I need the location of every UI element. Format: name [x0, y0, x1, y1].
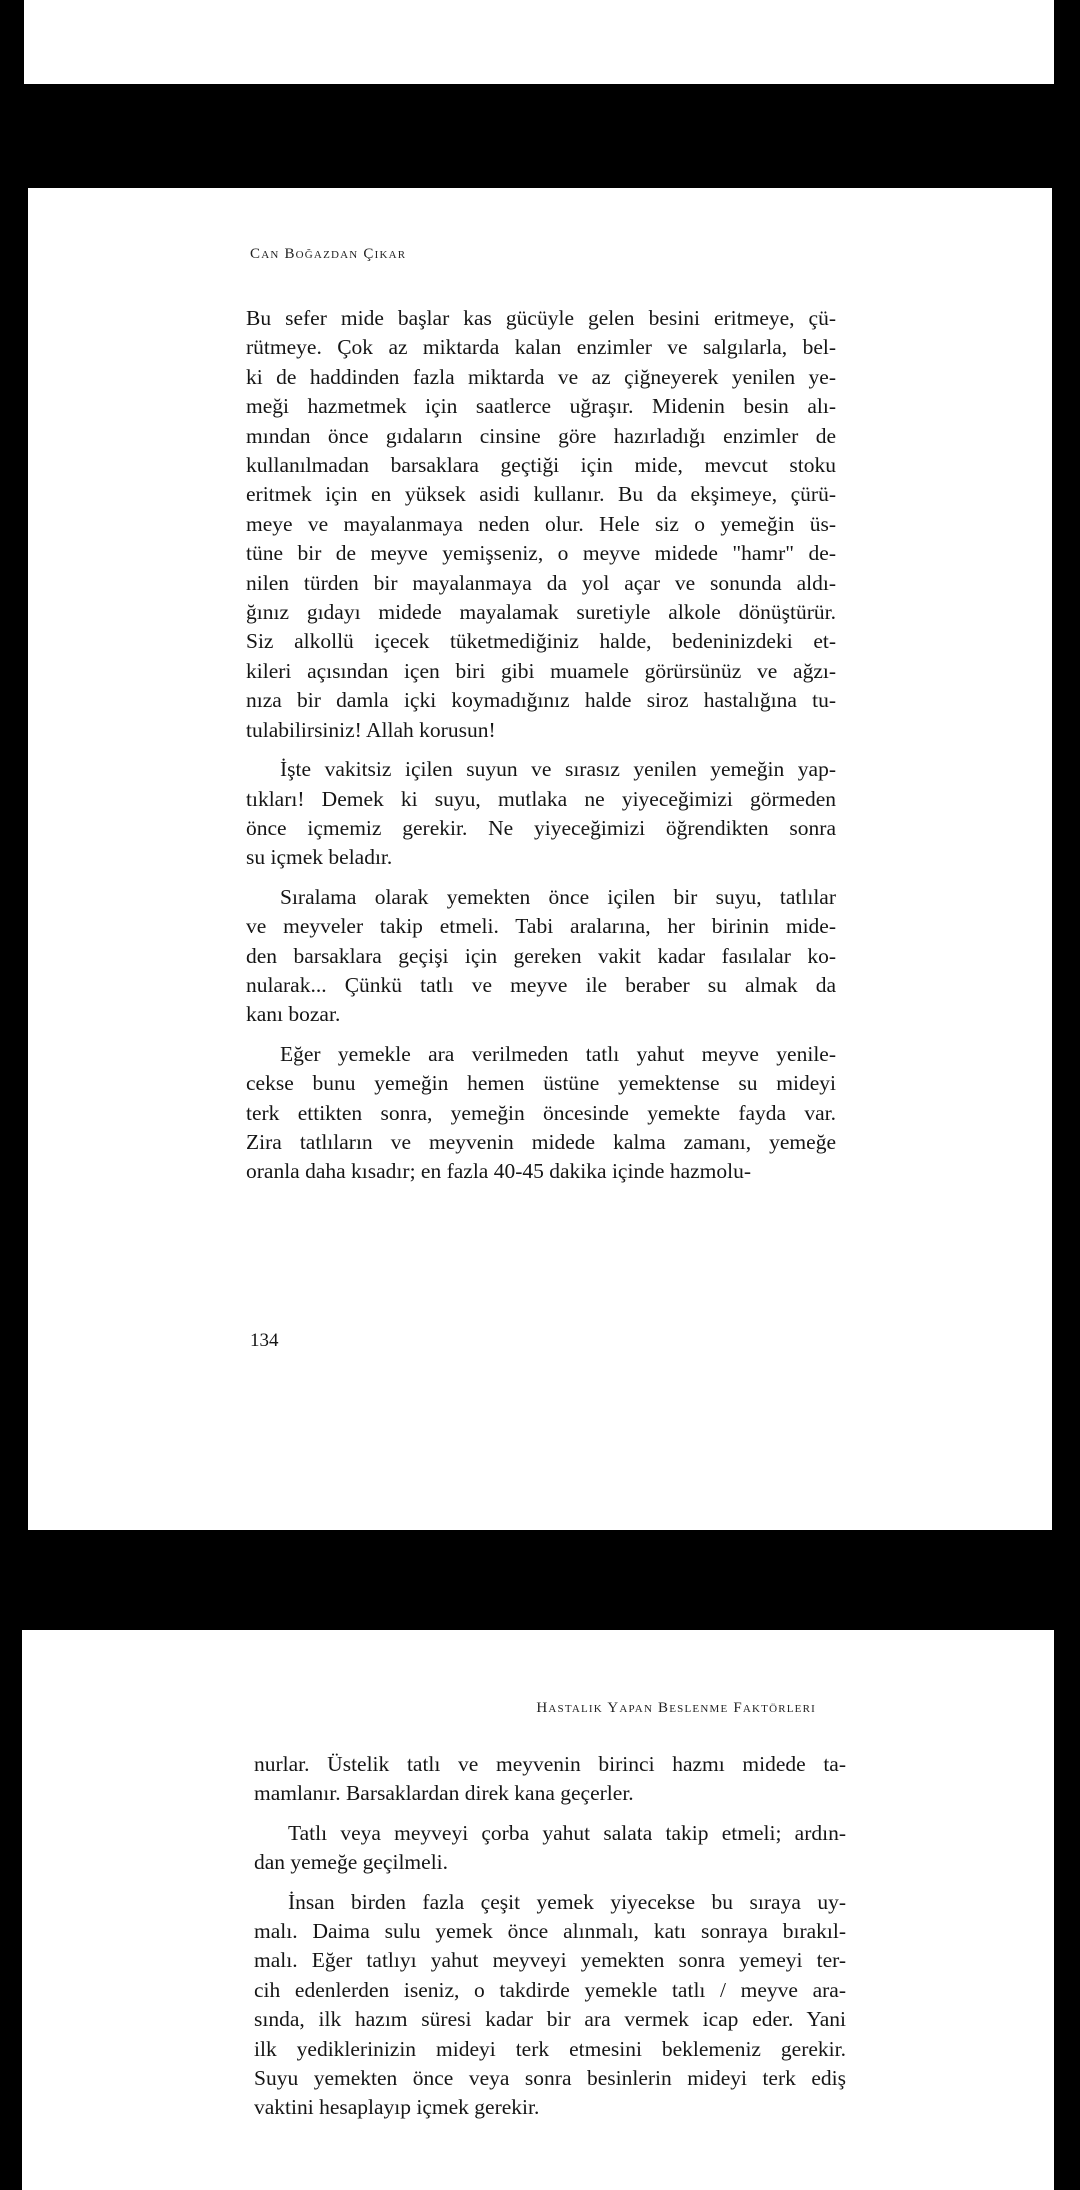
- text-line: sında, ilk hazım süresi kadar bir ara vermek icap eder. Yani: [254, 2007, 846, 2032]
- text-line: Bu sefer mide başlar kas gücüyle gelen besini eritmeye, çü-: [246, 306, 836, 330]
- text-line: dan yemeğe geçilmeli.: [254, 1850, 449, 1875]
- text-line: kileri açısından içen biri gibi muamele görürsünüz ve ağzı-: [246, 658, 836, 683]
- text-line: kanı bozar.: [246, 1002, 341, 1027]
- text-line: Siz alkollü içecek tüketmediğiniz halde, bedeninizdeki et-: [246, 629, 836, 654]
- text-line: su içmek beladır.: [246, 845, 393, 870]
- text-line: den barsaklara geçişi için gereken vakit kadar fasılalar ko-: [246, 943, 836, 968]
- text-line: malı. Daima sulu yemek önce alınmalı, katı sonraya bırakıl-: [254, 1919, 846, 1944]
- text-line: oranla daha kısadır; en fazla 40-45 dakika içinde hazmolu-: [246, 1159, 752, 1184]
- book-page-right: [22, 1630, 1054, 2190]
- text-line: İnsan birden fazla çeşit yemek yiyecekse bu sıraya uy-: [288, 1889, 846, 1914]
- text-line: tüne bir de meyve yemişseniz, o meyve midede "hamr" de-: [246, 541, 836, 566]
- text-line: malı. Eğer tatlıyı yahut meyveyi yemekten sonra yemeyi ter-: [254, 1948, 846, 1973]
- text-line: terk ettikten sonra, yemeğin öncesinde yemekte fayda var.: [246, 1100, 836, 1125]
- text-line: nilen türden bir mayalanmaya da yol açar ve sonunda aldı-: [246, 570, 836, 595]
- paragraph: [254, 1888, 846, 2123]
- running-head: Can Boğazdan Çıkar: [250, 246, 407, 262]
- text-line: önce içmemiz gerekir. Ne yiyeceğimizi öğrendikten sonra: [246, 815, 836, 840]
- text-line: Zira tatlıların ve meyvenin midede kalma zamanı, yemeğe: [246, 1129, 836, 1154]
- text-line: İşte vakitsiz içilen suyun ve sırasız yenilen yemeğin yap-: [280, 757, 836, 782]
- text-line: vaktini hesaplayıp içmek gerekir.: [254, 2095, 540, 2120]
- paragraph: [254, 1819, 846, 1878]
- text-line: eritmek için en yüksek asidi kullanır. Bu da ekşimeye, çürü-: [246, 482, 836, 507]
- text-line: cih edenlerden iseniz, o takdirde yemekle tatlı / meyve ara-: [254, 1977, 846, 2002]
- text-line: meye ve mayalanmaya neden olur. Hele siz o yemeğin üs-: [246, 511, 836, 536]
- text-line: rütmeye. Çok az miktarda kalan enzimler ve salgılarla, bel-: [246, 335, 836, 360]
- paragraph: [246, 755, 836, 873]
- text-line: Tatlı veya meyveyi çorba yahut salata takip etmeli; ardın-: [288, 1820, 846, 1845]
- text-line: kullanılmadan barsaklara geçtiği için mide, mevcut stoku: [246, 453, 836, 478]
- text-line: Sıralama olarak yemekten önce içilen bir suyu, tatlılar: [280, 884, 836, 909]
- paragraph: [246, 883, 836, 1030]
- text-line: ilk yediklerinizin mideyi terk etmesini beklemeniz gerekir.: [254, 2036, 846, 2061]
- page-number: 134: [250, 1330, 279, 1351]
- page-fragment-top: [24, 0, 1054, 84]
- text-line: Eğer yemekle ara verilmeden tatlı yahut meyve yenile-: [280, 1041, 836, 1066]
- text-line: tıkları! Demek ki suyu, mutlaka ne yiyeceğimizi görmeden: [246, 786, 836, 811]
- text-line: ğınız gıdayı midede mayalamak suretiyle alkole dönüştürür.: [246, 600, 836, 625]
- book-page-left: [28, 188, 1052, 1530]
- text-line: nularak... Çünkü tatlı ve meyve ile beraber su almak da: [246, 972, 836, 997]
- paragraph: [246, 1040, 836, 1187]
- paragraph: [246, 304, 836, 745]
- page-body: [254, 1750, 846, 2133]
- text-line: tulabilirsiniz! Allah korusun!: [246, 717, 496, 742]
- text-line: mından önce gıdaların cinsine göre hazırladığı enzimler de: [246, 423, 836, 448]
- text-line: nıza bir damla içki koymadığınız halde siroz hastalığına tu-: [246, 688, 836, 713]
- page-body: [246, 304, 836, 1197]
- text-line: Suyu yemekten önce veya sonra besinlerin mideyi terk ediş: [254, 2066, 846, 2091]
- text-line: mamlanır. Barsaklardan direk kana geçerler.: [254, 1781, 634, 1806]
- text-line: ki de haddinden fazla miktarda ve az çiğneyerek yenilen ye-: [246, 364, 836, 389]
- text-line: nurlar. Üstelik tatlı ve meyvenin birinci hazmı midede ta-: [254, 1752, 846, 1776]
- text-line: cekse bunu yemeğin hemen üstüne yemektense su mideyi: [246, 1071, 836, 1096]
- running-head: Hastalık Yapan Beslenme Faktörleri: [536, 1700, 816, 1716]
- text-line: meği hazmetmek için saatlerce uğraşır. Midenin besin alı-: [246, 394, 836, 419]
- text-line: ve meyveler takip etmeli. Tabi aralarına, her birinin mide-: [246, 914, 836, 939]
- paragraph: [254, 1750, 846, 1809]
